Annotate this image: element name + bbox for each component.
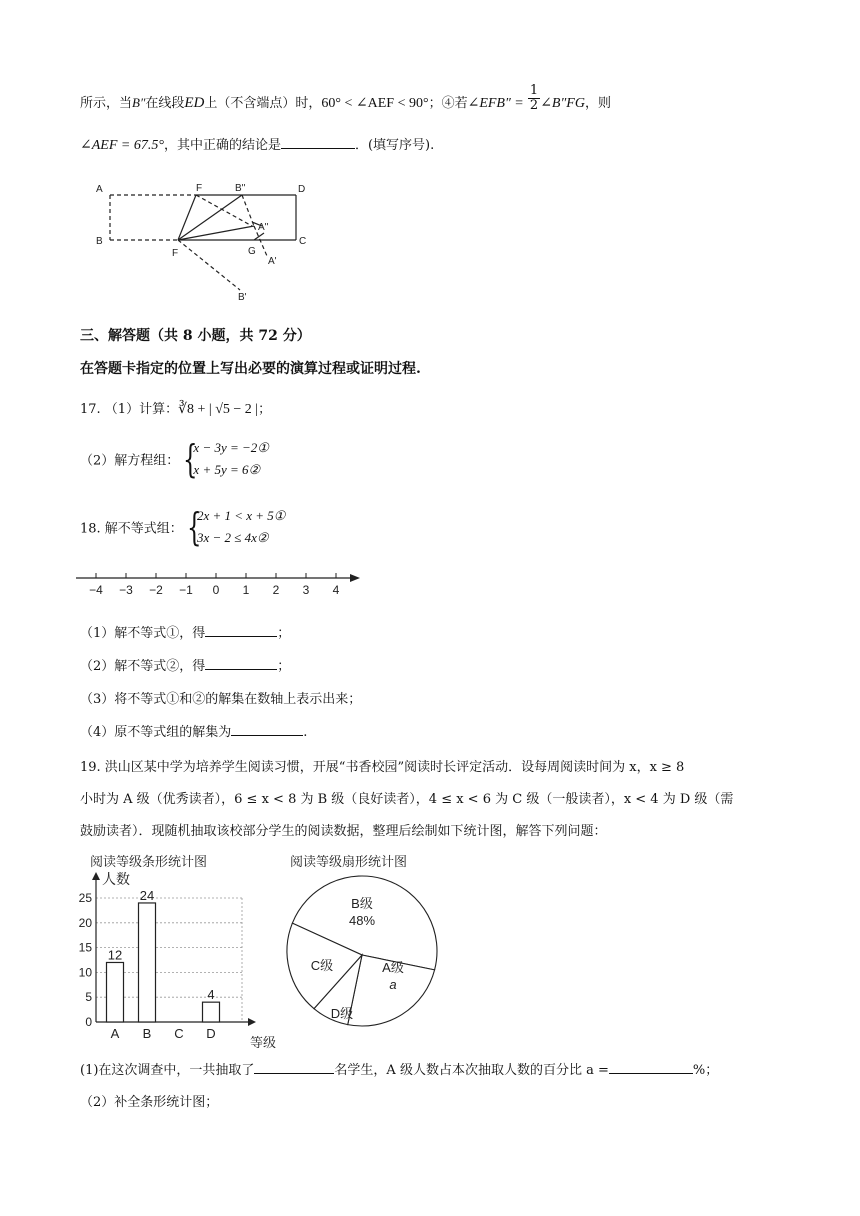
bar-data-label: 4 bbox=[207, 987, 215, 1003]
inequality-2: 3x − 2 ≤ 4x② bbox=[196, 530, 269, 545]
answer-blank[interactable] bbox=[205, 635, 277, 637]
y-tick-label: 0 bbox=[85, 1015, 92, 1029]
inequality-1: 2x + 1 < x + 5① bbox=[196, 508, 286, 523]
q19-part1 bbox=[80, 1059, 718, 1078]
y-tick-label: 15 bbox=[78, 940, 92, 955]
fraction-half bbox=[528, 84, 540, 113]
equation-1: x − 3y = −2① bbox=[193, 440, 269, 455]
q16-line-1 bbox=[80, 83, 611, 113]
q16-line-2 bbox=[80, 134, 434, 154]
fraction-numerator: 1 bbox=[529, 83, 539, 98]
number-line-tick-label: −3 bbox=[119, 583, 133, 597]
text: ，则 bbox=[584, 96, 611, 111]
text: ；④若 bbox=[428, 96, 468, 111]
label-G: G bbox=[248, 246, 256, 257]
pie-slice-label: C级 bbox=[310, 958, 334, 973]
text: 上（不含端点）时， bbox=[204, 96, 322, 111]
text: %； bbox=[692, 1063, 719, 1078]
label-B: B bbox=[96, 236, 103, 247]
x-axis-arrow bbox=[248, 1018, 256, 1026]
text: . bbox=[303, 725, 308, 740]
label-D: D bbox=[298, 184, 306, 195]
answer-blank[interactable] bbox=[281, 147, 355, 149]
x-tick-label: A bbox=[110, 1026, 120, 1041]
text: 17. （1）计算： bbox=[80, 402, 179, 417]
q18-system bbox=[80, 505, 285, 549]
number-line-tick-label: −1 bbox=[179, 583, 193, 597]
bar-chart-title: 阅读等级条形统计图 bbox=[90, 855, 208, 870]
math: B″ bbox=[132, 95, 146, 110]
number-line-tick-label: −4 bbox=[89, 583, 103, 597]
text: 名学生，A 级人数占本次抽取人数的百分比 a = bbox=[334, 1063, 609, 1078]
q18-step1 bbox=[80, 622, 290, 641]
answer-blank-percent[interactable] bbox=[609, 1072, 693, 1074]
text: ； bbox=[277, 659, 291, 674]
answer-blank-count[interactable] bbox=[254, 1072, 334, 1074]
math: 60° < ∠AEF < 90° bbox=[321, 96, 429, 111]
text: 所示，当 bbox=[80, 96, 133, 111]
text: ．(填写序号). bbox=[354, 138, 435, 153]
y-tick-label: 5 bbox=[85, 990, 92, 1005]
text: 18. 解不等式组： bbox=[80, 521, 183, 537]
label-A: A bbox=[96, 184, 103, 195]
q18-step3: （3）将不等式①和②的解集在数轴上表示出来； bbox=[80, 692, 362, 707]
geometry-figure bbox=[92, 178, 322, 306]
q18-step4 bbox=[80, 721, 307, 740]
pie-slice-label: D级 bbox=[330, 1006, 354, 1021]
q18-step2 bbox=[80, 655, 290, 674]
inequality-system: { 2x + 1 < x + 5① 3x − 2 ≤ 4x② bbox=[186, 505, 286, 549]
number-line-tick-label: −2 bbox=[149, 583, 163, 597]
text: （2）解方程组： bbox=[80, 453, 180, 469]
label-F: F bbox=[172, 248, 179, 259]
text: （4）原不等式组的解集为 bbox=[80, 725, 232, 740]
section-heading: 三、解答题（共 8 小题，共 72 分） bbox=[80, 328, 311, 344]
text: （1）解不等式①，得 bbox=[80, 626, 206, 641]
text: ，其中正确的结论是 bbox=[163, 138, 281, 153]
label-C: C bbox=[299, 236, 307, 247]
math: ED bbox=[184, 95, 205, 111]
pie-slice-value: 48% bbox=[348, 913, 376, 928]
y-tick-label: 10 bbox=[78, 965, 92, 980]
pie-slice-label: B级 bbox=[351, 896, 373, 911]
bar bbox=[107, 962, 124, 1022]
q19-part2: （2）补全条形统计图； bbox=[80, 1095, 219, 1110]
answer-blank[interactable] bbox=[205, 668, 277, 670]
y-axis-label: 人数 bbox=[102, 871, 130, 887]
math: ∛8 + | √5 − 2 | bbox=[178, 402, 259, 417]
number-line bbox=[76, 570, 366, 600]
fraction-denominator: 2 bbox=[529, 98, 539, 113]
q19-line3: 鼓励读者）．现随机抽取该校部分学生的阅读数据，整理后绘制如下统计图，解答下列问题： bbox=[80, 824, 607, 839]
text: ； bbox=[258, 402, 272, 417]
answer-blank[interactable] bbox=[231, 734, 303, 736]
pie-slice-label: A级 bbox=[382, 960, 404, 975]
number-line-tick-label: 0 bbox=[212, 583, 220, 597]
x-axis-label: 等级 bbox=[250, 1035, 277, 1050]
label-E-top: F bbox=[196, 183, 203, 194]
bar bbox=[139, 903, 156, 1022]
pie-chart-title: 阅读等级扇形统计图 bbox=[290, 855, 408, 870]
number-line-tick-label: 2 bbox=[272, 583, 280, 597]
number-line-tick-label: 3 bbox=[302, 583, 310, 597]
bar-chart bbox=[74, 866, 284, 1052]
math: ∠EFB″ = bbox=[467, 96, 524, 111]
y-tick-label: 20 bbox=[78, 915, 92, 930]
q17-part1 bbox=[80, 398, 271, 418]
x-tick-label: B bbox=[142, 1026, 152, 1041]
bar bbox=[203, 1002, 220, 1022]
pie-slice-value: a bbox=[389, 977, 397, 992]
x-tick-label: D bbox=[206, 1026, 216, 1041]
label-A2: A'' bbox=[258, 222, 269, 233]
text: （2）解不等式②，得 bbox=[80, 659, 206, 674]
text: ； bbox=[277, 626, 291, 641]
text: 在线段 bbox=[145, 96, 185, 111]
label-A1: A' bbox=[268, 256, 277, 267]
math: ∠B″FG bbox=[540, 96, 585, 111]
text: (1)在这次调查中，一共抽取了 bbox=[80, 1063, 255, 1078]
label-B2: B'' bbox=[235, 183, 246, 194]
y-tick-label: 25 bbox=[78, 891, 92, 905]
number-line-tick-label: 4 bbox=[332, 583, 340, 597]
equation-system: { x − 3y = −2① x + 5y = 6② bbox=[183, 437, 269, 481]
number-line-tick-label: 1 bbox=[242, 583, 250, 597]
y-axis-arrow bbox=[92, 872, 100, 880]
x-tick-label: C bbox=[174, 1026, 184, 1041]
q17-part2 bbox=[80, 437, 269, 481]
section-instruction: 在答题卡指定的位置上写出必要的演算过程或证明过程. bbox=[80, 361, 421, 377]
pie-chart bbox=[282, 868, 446, 1034]
equation-2: x + 5y = 6② bbox=[193, 462, 261, 477]
math: ∠AEF = 67.5° bbox=[80, 138, 164, 153]
q19-line1: 19. 洪山区某中学为培养学生阅读习惯，开展“书香校园”阅读时长评定活动．设每周阅读时间为 x，x ≥ 8 bbox=[80, 760, 685, 775]
bar-data-label: 12 bbox=[107, 947, 123, 963]
q19-line2: 小时为 A 级（优秀读者），6 ≤ x < 8 为 B 级（良好读者），4 ≤ x < 6 为 C 级（一般读者），x < 4 为 D 级（需 bbox=[80, 792, 734, 807]
bar-data-label: 24 bbox=[139, 887, 155, 903]
label-B1: B' bbox=[238, 292, 247, 303]
